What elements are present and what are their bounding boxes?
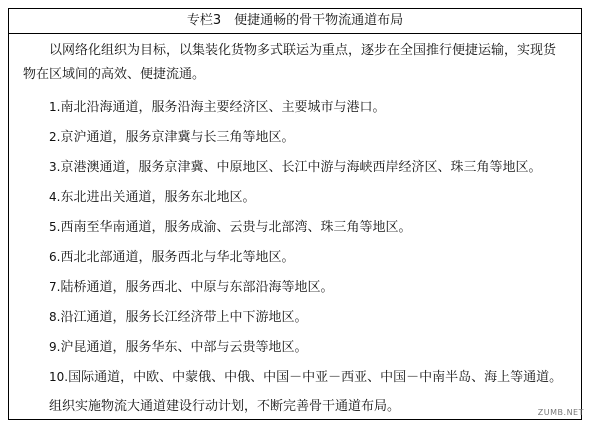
corridor-item-number: 3. — [49, 160, 61, 174]
corridor-item — [49, 160, 567, 175]
corridor-item-text: 沪昆通道，服务华东、中部与云贵等地区。 — [60, 340, 308, 355]
corridor-item-number: 10. — [49, 370, 69, 384]
corridor-list — [23, 100, 567, 385]
corridor-item-number: 7. — [49, 280, 61, 294]
corridor-item — [49, 310, 567, 325]
corridor-item-number: 8. — [49, 310, 61, 324]
corridor-item-number: 6. — [49, 250, 61, 264]
closing-paragraph: 组织实施物流大通道建设行动计划，不断完善骨干通道布局。 — [49, 399, 401, 414]
corridor-item — [49, 370, 567, 385]
corridor-item-text: 东北进出关通道，服务东北地区。 — [60, 190, 256, 205]
corridor-item-number: 4. — [49, 190, 61, 204]
corridor-item-text: 京沪通道，服务京津冀与长三角等地区。 — [60, 130, 295, 145]
corridor-item-number: 5. — [49, 220, 61, 234]
corridor-item — [49, 130, 567, 145]
corridor-item-text: 西南至华南通道，服务成渝、云贵与北部湾、珠三角等地区。 — [60, 220, 412, 235]
corridor-item — [49, 190, 567, 205]
column-box — [8, 8, 582, 420]
corridor-item-number: 9. — [49, 340, 61, 354]
corridor-item-text: 陆桥通道，服务西北、中原与东部沿海等地区。 — [60, 280, 334, 295]
corridor-item-text: 国际通道，中欧、中蒙俄、中俄、中国－中亚－西亚、中国－中南半岛、海上等通道。 — [68, 370, 563, 385]
corridor-item — [49, 100, 567, 115]
corridor-item — [49, 280, 567, 295]
corridor-item-text: 京港澳通道，服务京津冀、中原地区、长江中游与海峡西岸经济区、珠三角等地区。 — [60, 160, 542, 175]
box-body — [9, 34, 581, 414]
box-title: 专栏3 便捷通畅的骨干物流通道布局 — [9, 9, 581, 34]
corridor-item-number: 1. — [49, 100, 61, 114]
site-watermark: ZUMB.NET — [537, 408, 584, 417]
corridor-item — [49, 250, 567, 265]
corridor-item — [49, 220, 567, 235]
corridor-item-text: 南北沿海通道，服务沿海主要经济区、主要城市与港口。 — [60, 100, 386, 115]
corridor-item-text: 西北北部通道，服务西北与华北等地区。 — [60, 250, 295, 265]
corridor-item — [49, 340, 567, 355]
corridor-item-number: 2. — [49, 130, 61, 144]
intro-paragraph: 以网络化组织为目标，以集装化货物多式联运为重点，逐步在全国推行便捷运输，实现货物在区域间的高效、便捷流通。 — [23, 43, 557, 82]
corridor-item-text: 沿江通道，服务长江经济带上中下游地区。 — [60, 310, 308, 325]
